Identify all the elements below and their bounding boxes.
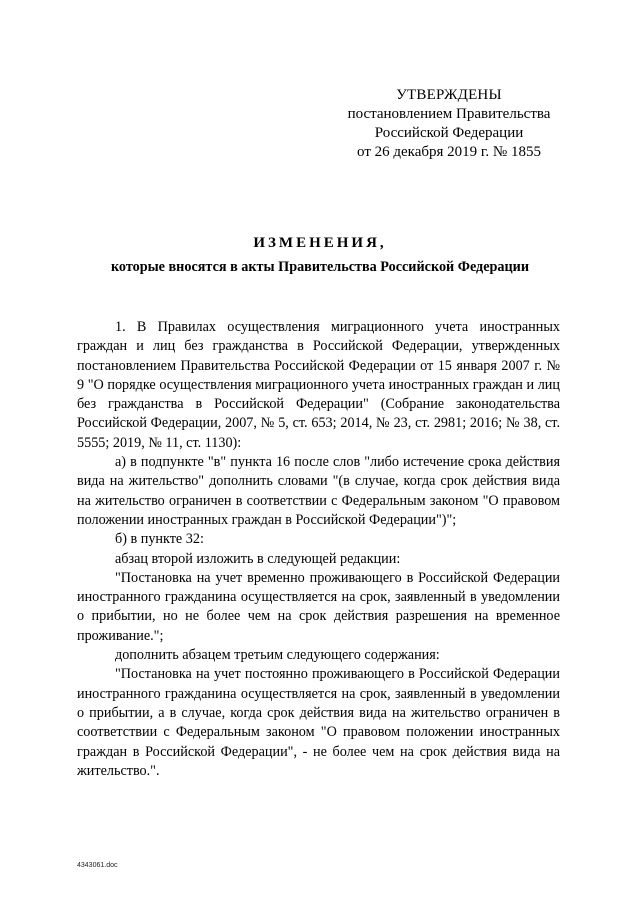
approval-block	[340, 86, 558, 162]
document-body	[77, 318, 560, 781]
paragraph-7: "Постановка на учет постоянно проживающего в Российской Федерации иностранного гражданина осуществляется на срок, заявленный в уведомлении о прибытии, а в случае, когда срок действия вида на жительство ограничен в соответствии с Федеральным законом "О правовом положении иностранных граждан в Российской Федерации", - не более чем на срок действия вида на жительство.".	[77, 666, 560, 779]
paragraph-5: "Постановка на учет временно проживающего в Российской Федерации иностранного гражданина осуществляется на срок, заявленный в уведомлении о прибытии, но не более чем на срок действия разрешения на временное проживание.";	[77, 569, 560, 644]
paragraph-3: б) в пункте 32:	[115, 531, 204, 548]
approval-heading: УТВЕРЖДЕНЫ	[396, 87, 502, 103]
document-subtitle: которые вносятся в акты Правительства Российской Федерации	[110, 259, 530, 275]
document-title: ИЗМЕНЕНИЯ,	[253, 235, 387, 251]
footer-filename: 4343061.doc	[77, 862, 118, 869]
approval-line-2: Российской Федерации	[374, 125, 524, 141]
approval-line-3: от 26 декабря 2019 г. № 1855	[357, 144, 541, 160]
paragraph-4: абзац второй изложить в следующей редакции:	[115, 550, 401, 567]
paragraph-6: дополнить абзацем третьим следующего содержания:	[115, 647, 440, 664]
paragraph-2: а) в подпункте "в" пункта 16 после слов "либо истечение срока действия вида на жительство" дополнить словами "(в случае, когда срок действия вида на жительство ограничен в соответствии с Федеральным законом "О правовом положении иностранных граждан в Российской Федерации")";	[77, 454, 560, 528]
approval-line-1: постановлением Правительства	[347, 106, 551, 122]
paragraph-1: 1. В Правилах осуществления миграционного учета иностранных граждан и лиц без гражданства в Российской Федерации, утвержденных постановлением Правительства Российской Федерации от 15 января 2007 г. № 9 "О порядке осуществления миграционного учета иностранных граждан и лиц без гражданства в Российской Федерации" (Собрание законодательства Российской Федерации, 2007, № 5, ст. 653; 2014, № 23, ст. 2981; 2016; № 38, ст. 5555; 2019, № 11, ст. 1130):	[77, 319, 560, 451]
